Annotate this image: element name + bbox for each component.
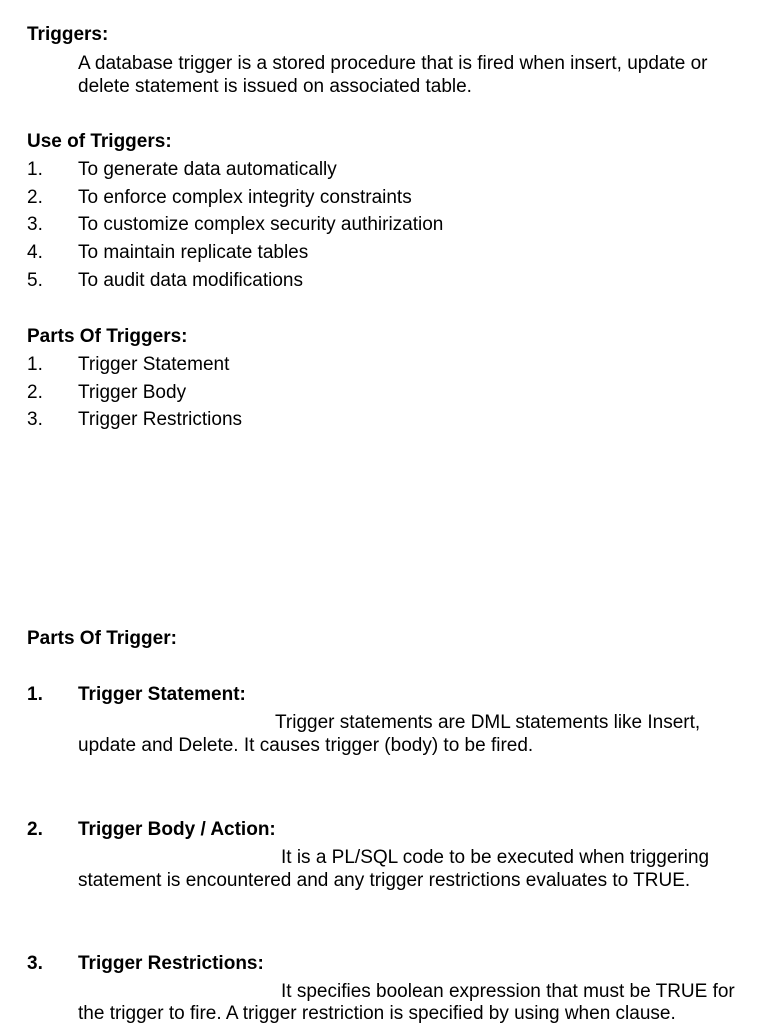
list-item-number: 1. (27, 354, 43, 375)
list-item: Trigger Restrictions (78, 409, 243, 430)
list-item-number: 1. (27, 159, 43, 180)
section-number: 2. (27, 819, 43, 840)
list-item-number: 2. (27, 187, 43, 208)
triggers-heading: Triggers: (27, 24, 109, 45)
section-text-line-1: It is a PL/SQL code to be executed when triggering (281, 847, 710, 868)
list-item-number: 5. (27, 270, 43, 291)
list-item: Trigger Body (78, 382, 187, 403)
section-title: Trigger Restrictions: (78, 953, 264, 974)
list-item: To maintain replicate tables (78, 242, 309, 263)
section-number: 3. (27, 953, 43, 974)
section-text-line-1: Trigger statements are DML statements like Insert, (275, 712, 701, 733)
parts-of-triggers-heading: Parts Of Triggers: (27, 326, 188, 347)
section-title: Trigger Statement: (78, 684, 246, 705)
list-item-number: 4. (27, 242, 43, 263)
triggers-definition-line-2: delete statement is issued on associated table. (78, 76, 472, 97)
section-text-line-2: statement is encountered and any trigger restrictions evaluates to TRUE. (78, 870, 691, 891)
parts-of-trigger-heading: Parts Of Trigger: (27, 628, 177, 649)
list-item: To generate data automatically (78, 159, 337, 180)
section-text-line-2: the trigger to fire. A trigger restriction is specified by using when clause. (78, 1003, 676, 1024)
list-item: Trigger Statement (78, 354, 230, 375)
section-number: 1. (27, 684, 43, 705)
list-item-number: 2. (27, 382, 43, 403)
section-text-line-1: It specifies boolean expression that must be TRUE for (281, 981, 735, 1002)
section-text-line-2: update and Delete. It causes trigger (body) to be fired. (78, 735, 534, 756)
list-item-number: 3. (27, 214, 43, 235)
list-item: To customize complex security authirization (78, 214, 444, 235)
list-item-number: 3. (27, 409, 43, 430)
triggers-definition-line-1: A database trigger is a stored procedure that is fired when insert, update or (78, 53, 708, 74)
list-item: To enforce complex integrity constraints (78, 187, 412, 208)
section-title: Trigger Body / Action: (78, 819, 276, 840)
use-of-triggers-heading: Use of Triggers: (27, 131, 172, 152)
list-item: To audit data modifications (78, 270, 303, 291)
